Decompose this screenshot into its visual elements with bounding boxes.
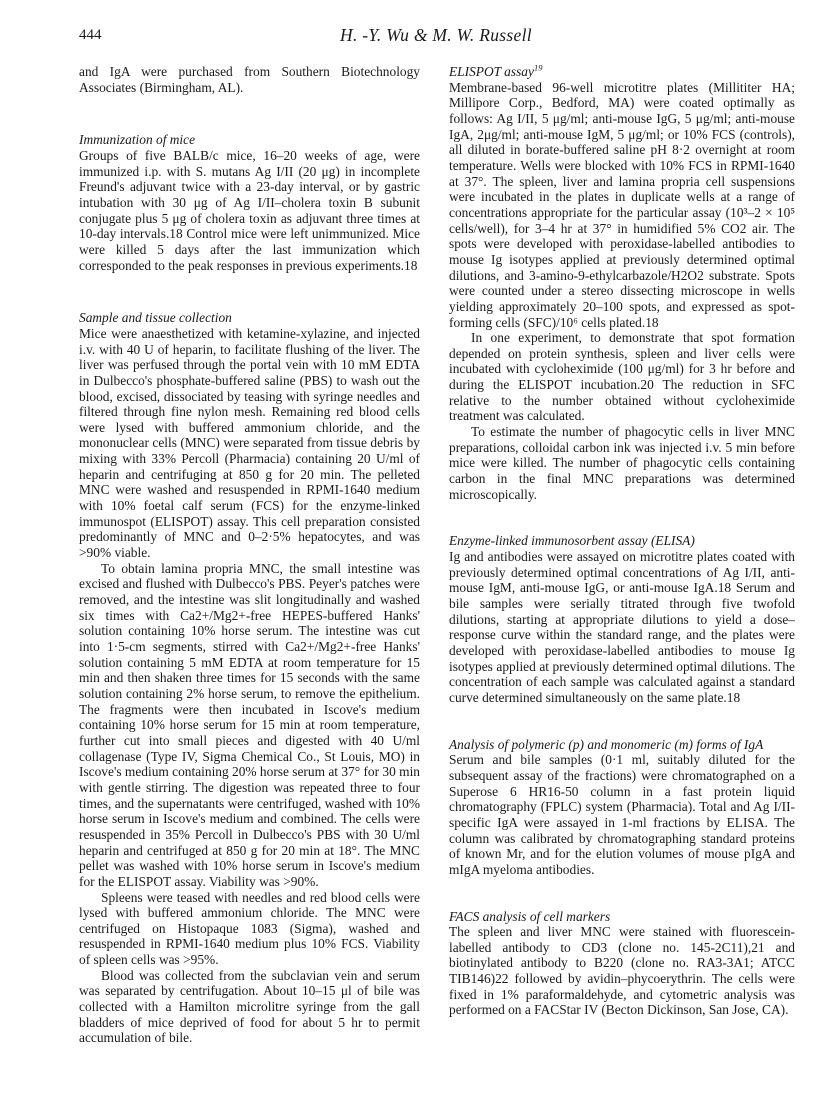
paragraph: To obtain lamina propria MNC, the small intestine was excised and flushed with Dulbecco's PBS. Peyer's patches were removed, and the intestine was slit longitudinally and washed six times with Ca2+/Mg2+-free HEPES-buffered Hanks' solution containing 10% horse serum. The intestine was cut into 1·5-cm segments, stirred with Ca2+/Mg2+-free Hanks' solution containing 5 mM EDTA at room temperature for 15 min and then shaken three times for 15 seconds with the same solution containing 2% horse serum, to remove the epithelium. The fragments were then incubated in Iscove's medium containing 10% horse serum for 15 min at room temperature, further cut into small pieces and digested with 40 U/ml collagenase (Type IV, Sigma Chemical Co., St Louis, MO) in Iscove's medium containing 20% horse serum at 37° for 30 min with gentle stirring. The digestion was repeated three to four times, and the supernatants were centrifuged, washed with 10% horse serum in Iscove's medium and combined. The cells were resuspended in 35% Percoll in Dulbecco's PBS with 30 U/ml heparin and centrifuged at 850 g for 20 min at 18°. The MNC pellet was washed with 10% horse serum in Iscove's medium for the ELISPOT assay. Viability was >90%. bbox=[79, 560, 420, 889]
section-title: Immunization of mice bbox=[79, 132, 196, 148]
paragraph: Groups of five BALB/c mice, 16–20 weeks of age, were immunized i.p. with S. mutans Ag I/II (20 μg) in incomplete Freund's adjuvant twice with a 23-day interval, or by gastric intubation with 30 μg of Ag I/II–cholera toxin B subunit conjugate plus 5 μg of cholera toxin as adjuvant three times at 10-day intervals.18 Control mice were left unimmunized. Mice were killed 5 days after the last immunization which corresponded to the peak responses in previous experiments.18 bbox=[79, 147, 420, 273]
running-head-authors: H. -Y. Wu & M. W. Russell bbox=[340, 25, 532, 45]
section-elisa bbox=[449, 533, 795, 705]
paragraph: Serum and bile samples (0·1 ml, suitably diluted for the subsequent assay of the fractions) were chromatographed on a Superose 6 HR16-50 column in a fast protein liquid chromatography (FPLC) system (Pharmacia). Total and Ag I/II-specific IgA were assayed in 1-ml fractions by ELISA. The column was calibrated by chromatographing standard proteins of known Mr, and for the elution volumes of mouse pIgA and mIgA myeloma antibodies. bbox=[449, 752, 795, 877]
paragraph: In one experiment, to demonstrate that spot formation depended on protein synthesis, spleen and liver cells were incubated with cycloheximide (100 μg/ml) for 3 hr before and during the ELISPOT incubation.20 The reduction in SFC relative to the number obtained without cycloheximide treatment was calculated. bbox=[449, 330, 795, 424]
page-number: 444 bbox=[79, 27, 102, 43]
section-title-text: ELISPOT assay bbox=[449, 64, 534, 79]
section-iga-forms bbox=[449, 737, 795, 878]
section-elispot bbox=[449, 64, 795, 502]
section-title bbox=[449, 64, 795, 80]
paragraph: The spleen and liver MNC were stained with fluorescein-labelled antibody to CD3 (clone no. 145-2C11),21 and biotinylated antibody to B220 (clone no. RA3-3A1; ATCC TIB146)22 followed by avidin–phycoerythrin. The cells were fixed in 1% paraformaldehyde, and cytometric analysis was performed on a FACStar IV (Becton Dickinson, San Jose, CA). bbox=[449, 924, 795, 1018]
section-title: FACS analysis of cell markers bbox=[449, 908, 611, 924]
section-title: Sample and tissue collection bbox=[79, 310, 232, 326]
section-title: Enzyme-linked immunosorbent assay (ELISA) bbox=[449, 533, 695, 549]
paragraph: Blood was collected from the subclavian vein and serum was separated by centrifugation. About 10–15 μl of bile was collected with a Hamilton microlitre syringe from the gall bladders of mice deprived of food for about 5 hr to permit accumulation of bile. bbox=[79, 967, 420, 1046]
section-title: Analysis of polymeric (p) and monomeric (m) forms of IgA bbox=[449, 736, 764, 752]
intro-paragraph: and IgA were purchased from Southern Biotechnology Associates (Birmingham, AL). bbox=[79, 64, 420, 95]
section-immunization bbox=[79, 132, 420, 273]
paragraph: Membrane-based 96-well microtitre plates (Millititer HA; Millipore Corp., Bedford, MA) were coated optimally as follows: Ag I/II, 5 μg/ml; anti-mouse IgG, 5 μg/ml; anti-mouse IgA, 2μg/ml; anti-mouse IgM, 5 μg/ml; or 10% FCS (controls), all diluted in borate-buffered saline pH 8·2 overnight at room temperature. Wells were blocked with 10% FCS in RPMI-1640 at 37°. The spleen, liver and lamina propria cell suspensions were incubated in the plates in duplicate wells at a range of concentrations appropriate for the particular assay (10³–2 × 10⁵ cells/well), for 3–4 hr at 37° in humidified 5% CO2 air. The spots were developed with peroxidase-labelled antibodies to mouse Ig isotypes applied at previously determined optimal dilutions, and 3-amino-9-ethylcarbazole/H2O2 substrate. Spots were counted under a stereo dissecting microscope in wells yielding approximately 20–100 spots, and expressed as spot-forming cells (SFC)/10⁶ cells plated.18 bbox=[449, 79, 795, 330]
section-sample-collection bbox=[79, 310, 420, 1046]
reference-marker: 19 bbox=[533, 62, 543, 73]
paragraph: Mice were anaesthetized with ketamine-xylazine, and injected i.v. with 40 U of heparin, to facilitate flushing of the liver. The liver was perfused through the portal vein with 10 mM EDTA in Dulbecco's phosphate-buffered saline (PBS) to wash out the blood, excised, dissociated by teasing with syringe needles and filtered through fine nylon mesh. Remaining red blood cells were lysed with buffered ammonium chloride, and the mononuclear cells (MNC) were separated from tissue debris by mixing with 33% Percoll (Pharmacia) containing 20 U/ml of heparin and centrifuging at 850 g for 20 min. The pelleted MNC were washed and resuspended in RPMI-1640 medium with 10% foetal calf serum (FCS) for the enzyme-linked immunospot (ELISPOT) assay. This cell preparation consisted predominantly of MNC and 0–2·5% hepatocytes, and was >90% viable. bbox=[79, 325, 420, 561]
right-column bbox=[449, 64, 795, 1018]
section-facs bbox=[449, 909, 795, 1019]
paragraph: Spleens were teased with needles and red blood cells were lysed with buffered ammonium chloride. The MNC were centrifuged on Histopaque 1083 (Sigma), washed and resuspended in RPMI-1640 medium plus 10% FCS. Viability of spleen cells was >95%. bbox=[79, 889, 420, 968]
paragraph: To estimate the number of phagocytic cells in liver MNC preparations, colloidal carbon ink was injected i.v. 5 min before mice were killed. The number of phagocytic cells containing carbon in the final MNC preparations was determined microscopically. bbox=[449, 424, 795, 502]
left-column bbox=[79, 64, 420, 1046]
paragraph: Ig and antibodies were assayed on microtitre plates coated with previously determined optimal concentrations of Ag I/II, anti-mouse IgM, anti-mouse IgG, or anti-mouse IgA.18 Serum and bile samples were serially titrated through five twofold dilutions, starting at appropriate dilutions to yield a dose–response curve within the standard range, and the plates were developed with peroxidase-labelled antibodies to mouse Ig isotypes applied at previously determined optimal dilutions. The concentration of each sample was calculated against a standard curve determined simultaneously on the same plate.18 bbox=[449, 549, 795, 705]
